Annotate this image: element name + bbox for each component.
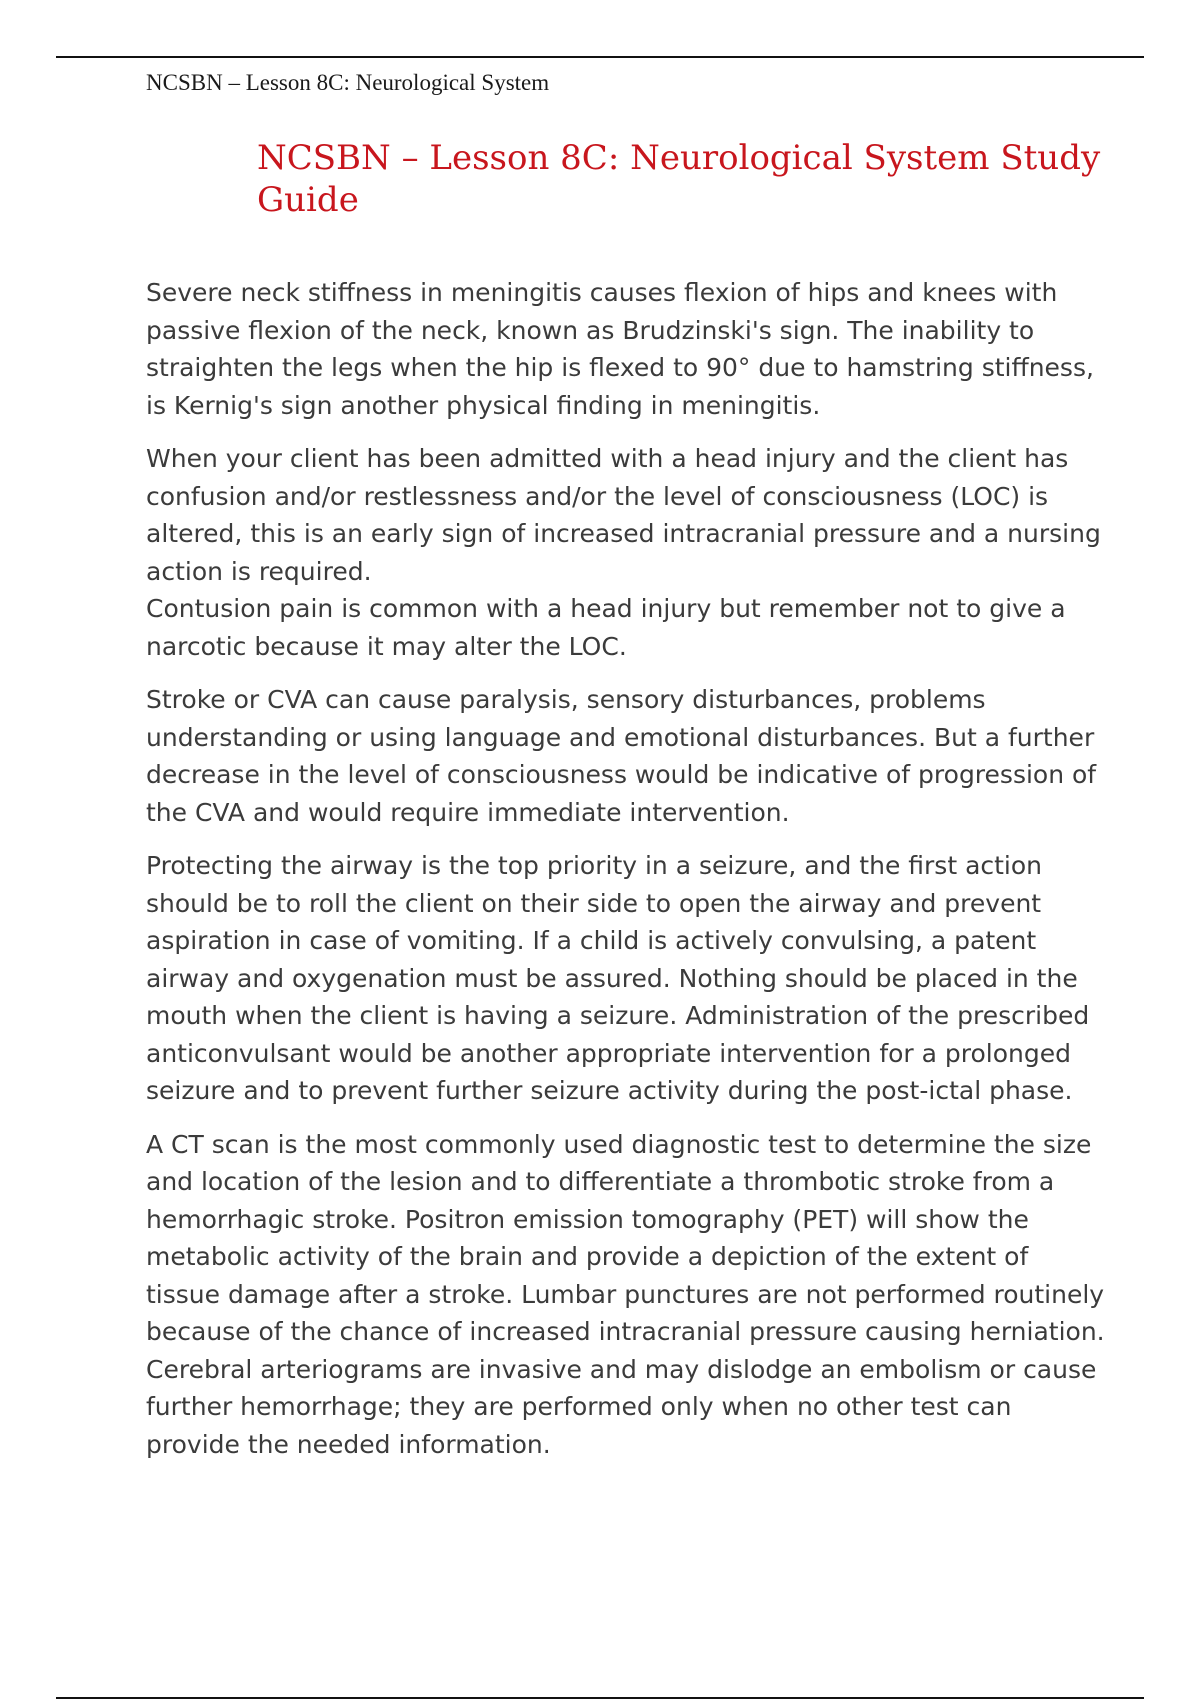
paragraph-head-injury-loc: When your client has been admitted with a head injury and the client has confusion and/or restlessness and/or the level of consciousness (LOC) is altered, this is an early sign of increased intracranial pressure and a nursing action is required. <box>146 444 1101 586</box>
running-header: NCSBN – Lesson 8C: Neurological System <box>146 70 550 95</box>
paragraph-seizure-airway: Protecting the airway is the top priority in a seizure, and the first action should be to roll the client on their side to open the airway and prevent aspiration in case of vomiting. If a child is actively convulsing, a patent airway and oxygenation must be assured. Nothing should be placed in the mouth when the client is having a seizure. Administration of the prescribed anticonvulsant would be another appropriate intervention for a prolonged seizure and to prevent further seizure activity during the post-ictal phase. <box>146 851 1090 1105</box>
footer-divider <box>56 1697 1144 1699</box>
paragraph-diagnostic-tests: A CT scan is the most commonly used diagnostic test to determine the size and location of the lesion and to differentiate a thrombotic stroke from a hemorrhagic stroke. Positron emission tomography (PET) will show the metabolic activity of the brain and provide a depiction of the extent of tissue damage after a stroke. Lumbar punctures are not performed routinely because of the chance of increased intracranial pressure causing herniation. Cerebral arteriograms are invasive and may dislodge an embolism or cause further hemorrhage; they are performed only when no other test can provide the needed information. <box>146 1129 1105 1459</box>
header-divider <box>56 56 1144 58</box>
paragraph-contusion-pain: Contusion pain is common with a head injury but remember not to give a narcotic because it may alter the LOC. <box>146 594 1066 661</box>
paragraph-stroke-cva: Stroke or CVA can cause paralysis, sensory disturbances, problems understanding or using language and emotional disturbances. But a further decrease in the level of consciousness would be indicative of progression of the CVA and would require immediate intervention. <box>146 685 1097 827</box>
paragraph-meningitis-signs: Severe neck stiffness in meningitis causes flexion of hips and knees with passive flexion of the neck, known as Brudzinski's sign. The inability to straighten the legs when the hip is flexed to 90° due to hamstring stiffness, is Kernig's sign another physical finding in meningitis. <box>146 278 1094 420</box>
document-title: NCSBN – Lesson 8C: Neurological System Study Guide <box>257 138 1101 220</box>
document-body <box>146 274 1106 1479</box>
